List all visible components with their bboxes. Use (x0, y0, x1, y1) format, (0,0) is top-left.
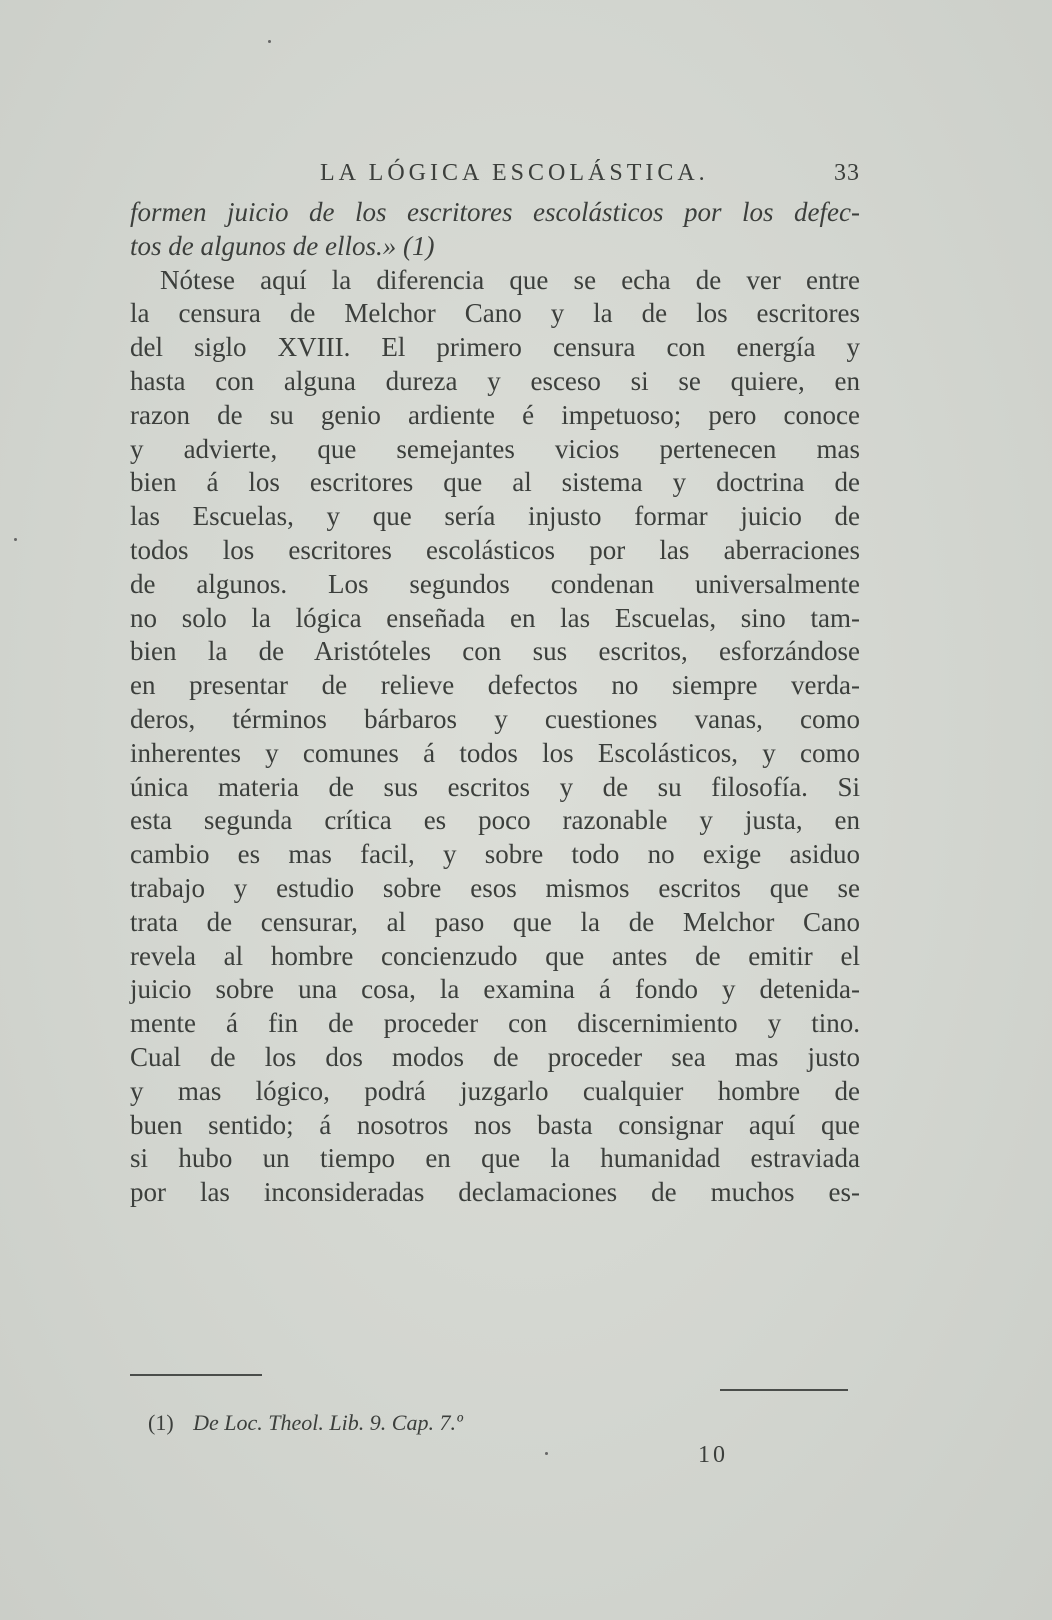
body-text (130, 196, 860, 1210)
running-title: LA LÓGICA ESCOLÁSTICA. (320, 160, 709, 186)
text-line: y advierte, que semejantes vicios pertenecen mas (130, 433, 860, 464)
paper-speck (268, 40, 271, 43)
text-line: todos los escritores escolásticos por las aberraciones (130, 534, 860, 565)
paper-speck (545, 1452, 548, 1455)
text-line: revela al hombre concienzudo que antes de emitir el (130, 940, 860, 971)
text-line: de algunos. Los segundos condenan universalmente (130, 568, 860, 599)
text-line: hasta con alguna dureza y esceso si se quiere, en (130, 365, 860, 396)
text-line: formen juicio de los escritores escolásticos por los defec- (130, 197, 860, 227)
text-line: las Escuelas, y que sería injusto formar juicio de (130, 501, 860, 532)
text-line: esta segunda crítica es poco razonable y justa, en (130, 805, 860, 836)
page-header (130, 160, 860, 196)
footnote (148, 1410, 463, 1436)
paper-speck (14, 538, 17, 541)
footnote-rule-right (720, 1389, 848, 1391)
page-number: 33 (834, 160, 860, 186)
text-line: en presentar de relieve defectos no siempre verda- (130, 670, 860, 701)
text-line: trabajo y estudio sobre esos mismos escritos que se (130, 872, 860, 903)
text-line: única materia de sus escritos y de su filosofía. Si (130, 771, 860, 802)
text-line: trata de censurar, al paso que la de Melchor Cano (130, 906, 860, 937)
footnote-text: De Loc. Theol. Lib. 9. Cap. 7.º (193, 1410, 463, 1435)
text-line: bien la de Aristóteles con sus escritos, esforzándose (130, 636, 860, 667)
text-line: por las inconsideradas declamaciones de muchos es- (130, 1177, 860, 1208)
text-line: cambio es mas facil, y sobre todo no exige asiduo (130, 839, 860, 870)
footnote-ref: (1) (148, 1410, 174, 1435)
text-line: deros, términos bárbaros y cuestiones vanas, como (130, 703, 860, 734)
text-line: no solo la lógica enseñada en las Escuelas, sino tam- (130, 602, 860, 633)
text-line: razon de su genio ardiente é impetuoso; pero conoce (130, 399, 860, 430)
text-line: Cual de los dos modos de proceder sea mas justo (130, 1041, 860, 1072)
text-line: la censura de Melchor Cano y la de los escritores (130, 298, 860, 329)
text-line: buen sentido; á nosotros nos basta consignar aquí que (130, 1109, 860, 1140)
text-line: si hubo un tiempo en que la humanidad estraviada (130, 1143, 860, 1174)
footnote-rule-left (130, 1374, 262, 1376)
text-line: del siglo XVIII. El primero censura con energía y (130, 332, 860, 363)
text-line: inherentes y comunes á todos los Escolásticos, y como (130, 737, 860, 768)
text-line: Nótese aquí la diferencia que se echa de ver entre (160, 264, 860, 295)
text-line: juicio sobre una cosa, la examina á fondo y detenida- (130, 974, 860, 1005)
text-line: bien á los escritores que al sistema y doctrina de (130, 467, 860, 498)
signature-mark: 10 (698, 1442, 728, 1468)
text-line: tos de algunos de ellos.» (1) (130, 230, 435, 261)
text-line: y mas lógico, podrá juzgarlo cualquier hombre de (130, 1075, 860, 1106)
text-line: mente á fin de proceder con discernimiento y tino. (130, 1008, 860, 1039)
